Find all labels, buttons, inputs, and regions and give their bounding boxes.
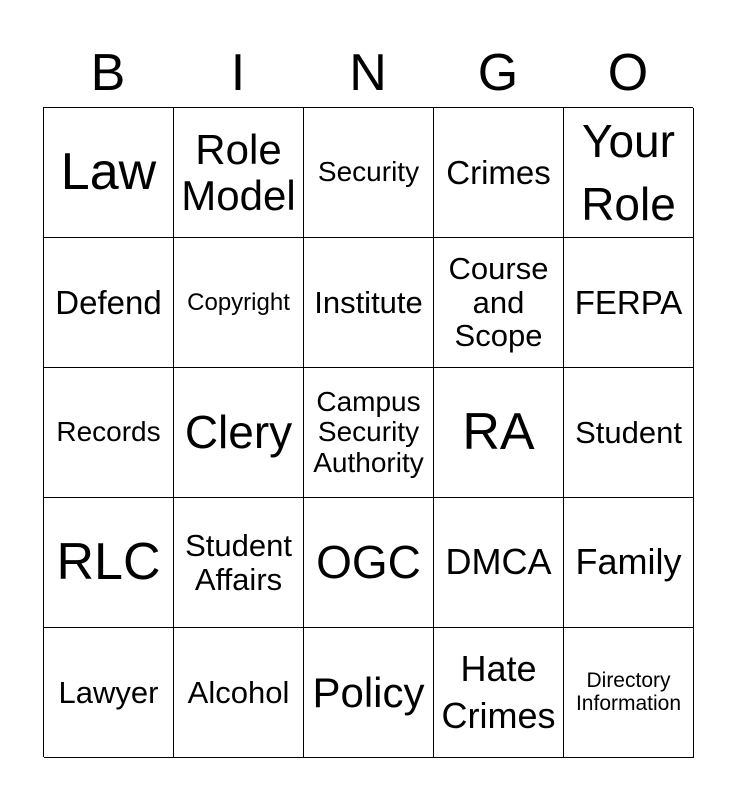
cell-label: Clery <box>184 405 293 458</box>
header-letter-n: N <box>349 44 387 102</box>
bingo-cell[interactable] <box>174 498 304 628</box>
bingo-cell[interactable] <box>434 108 564 238</box>
cell-label: Records <box>56 416 161 448</box>
bingo-cell[interactable] <box>44 628 174 758</box>
bingo-cell[interactable] <box>304 498 434 628</box>
cell-label: RA <box>462 403 535 462</box>
bingo-board <box>43 107 693 757</box>
cell-label: Defend <box>55 283 162 321</box>
cell-label: Student Affairs <box>185 528 292 597</box>
bingo-cell[interactable] <box>434 238 564 368</box>
bingo-cell[interactable] <box>44 238 174 368</box>
cell-label: Copyright <box>187 288 290 316</box>
cell-label: Directory Information <box>575 668 682 715</box>
cell-label: Policy <box>312 668 425 716</box>
bingo-cell[interactable] <box>44 368 174 498</box>
cell-label: Crimes <box>446 153 551 191</box>
cell-label: Law <box>60 143 157 202</box>
header-letter-i: I <box>230 44 246 102</box>
header-letter-o: O <box>607 44 649 102</box>
bingo-cell[interactable] <box>304 368 434 498</box>
cell-label: OGC <box>316 535 421 588</box>
cell-label: Your Role <box>581 115 676 230</box>
cell-label: Course and Scope <box>448 251 549 354</box>
bingo-cell[interactable] <box>304 108 434 238</box>
bingo-cell[interactable] <box>564 628 694 758</box>
cell-label: Hate Crimes <box>441 647 556 736</box>
cell-label: Security <box>317 156 420 188</box>
bingo-cell[interactable] <box>434 498 564 628</box>
cell-label: Role Model <box>181 126 296 219</box>
header-letter-g: G <box>477 44 519 102</box>
cell-label: DMCA <box>445 541 552 583</box>
bingo-cell[interactable] <box>44 108 174 238</box>
bingo-cell[interactable] <box>174 628 304 758</box>
cell-label: Family <box>575 541 682 583</box>
cell-label: RLC <box>56 533 161 592</box>
cell-label: Alcohol <box>187 674 290 710</box>
bingo-cell[interactable] <box>564 108 694 238</box>
bingo-cell[interactable] <box>304 238 434 368</box>
bingo-header <box>43 40 693 106</box>
cell-label: Institute <box>314 284 423 320</box>
cell-label: FERPA <box>574 283 683 321</box>
bingo-cell[interactable] <box>434 628 564 758</box>
bingo-cell[interactable] <box>304 628 434 758</box>
bingo-cell[interactable] <box>564 368 694 498</box>
bingo-cell[interactable] <box>564 238 694 368</box>
cell-label: Lawyer <box>58 674 159 710</box>
bingo-cell[interactable] <box>44 498 174 628</box>
bingo-cell[interactable] <box>564 498 694 628</box>
bingo-cell[interactable] <box>174 368 304 498</box>
bingo-cell[interactable] <box>434 368 564 498</box>
cell-label: Student <box>575 414 682 450</box>
bingo-cell[interactable] <box>174 238 304 368</box>
header-letter-b: B <box>90 44 126 102</box>
bingo-cell[interactable] <box>174 108 304 238</box>
cell-label: Campus Security Authority <box>313 386 424 478</box>
